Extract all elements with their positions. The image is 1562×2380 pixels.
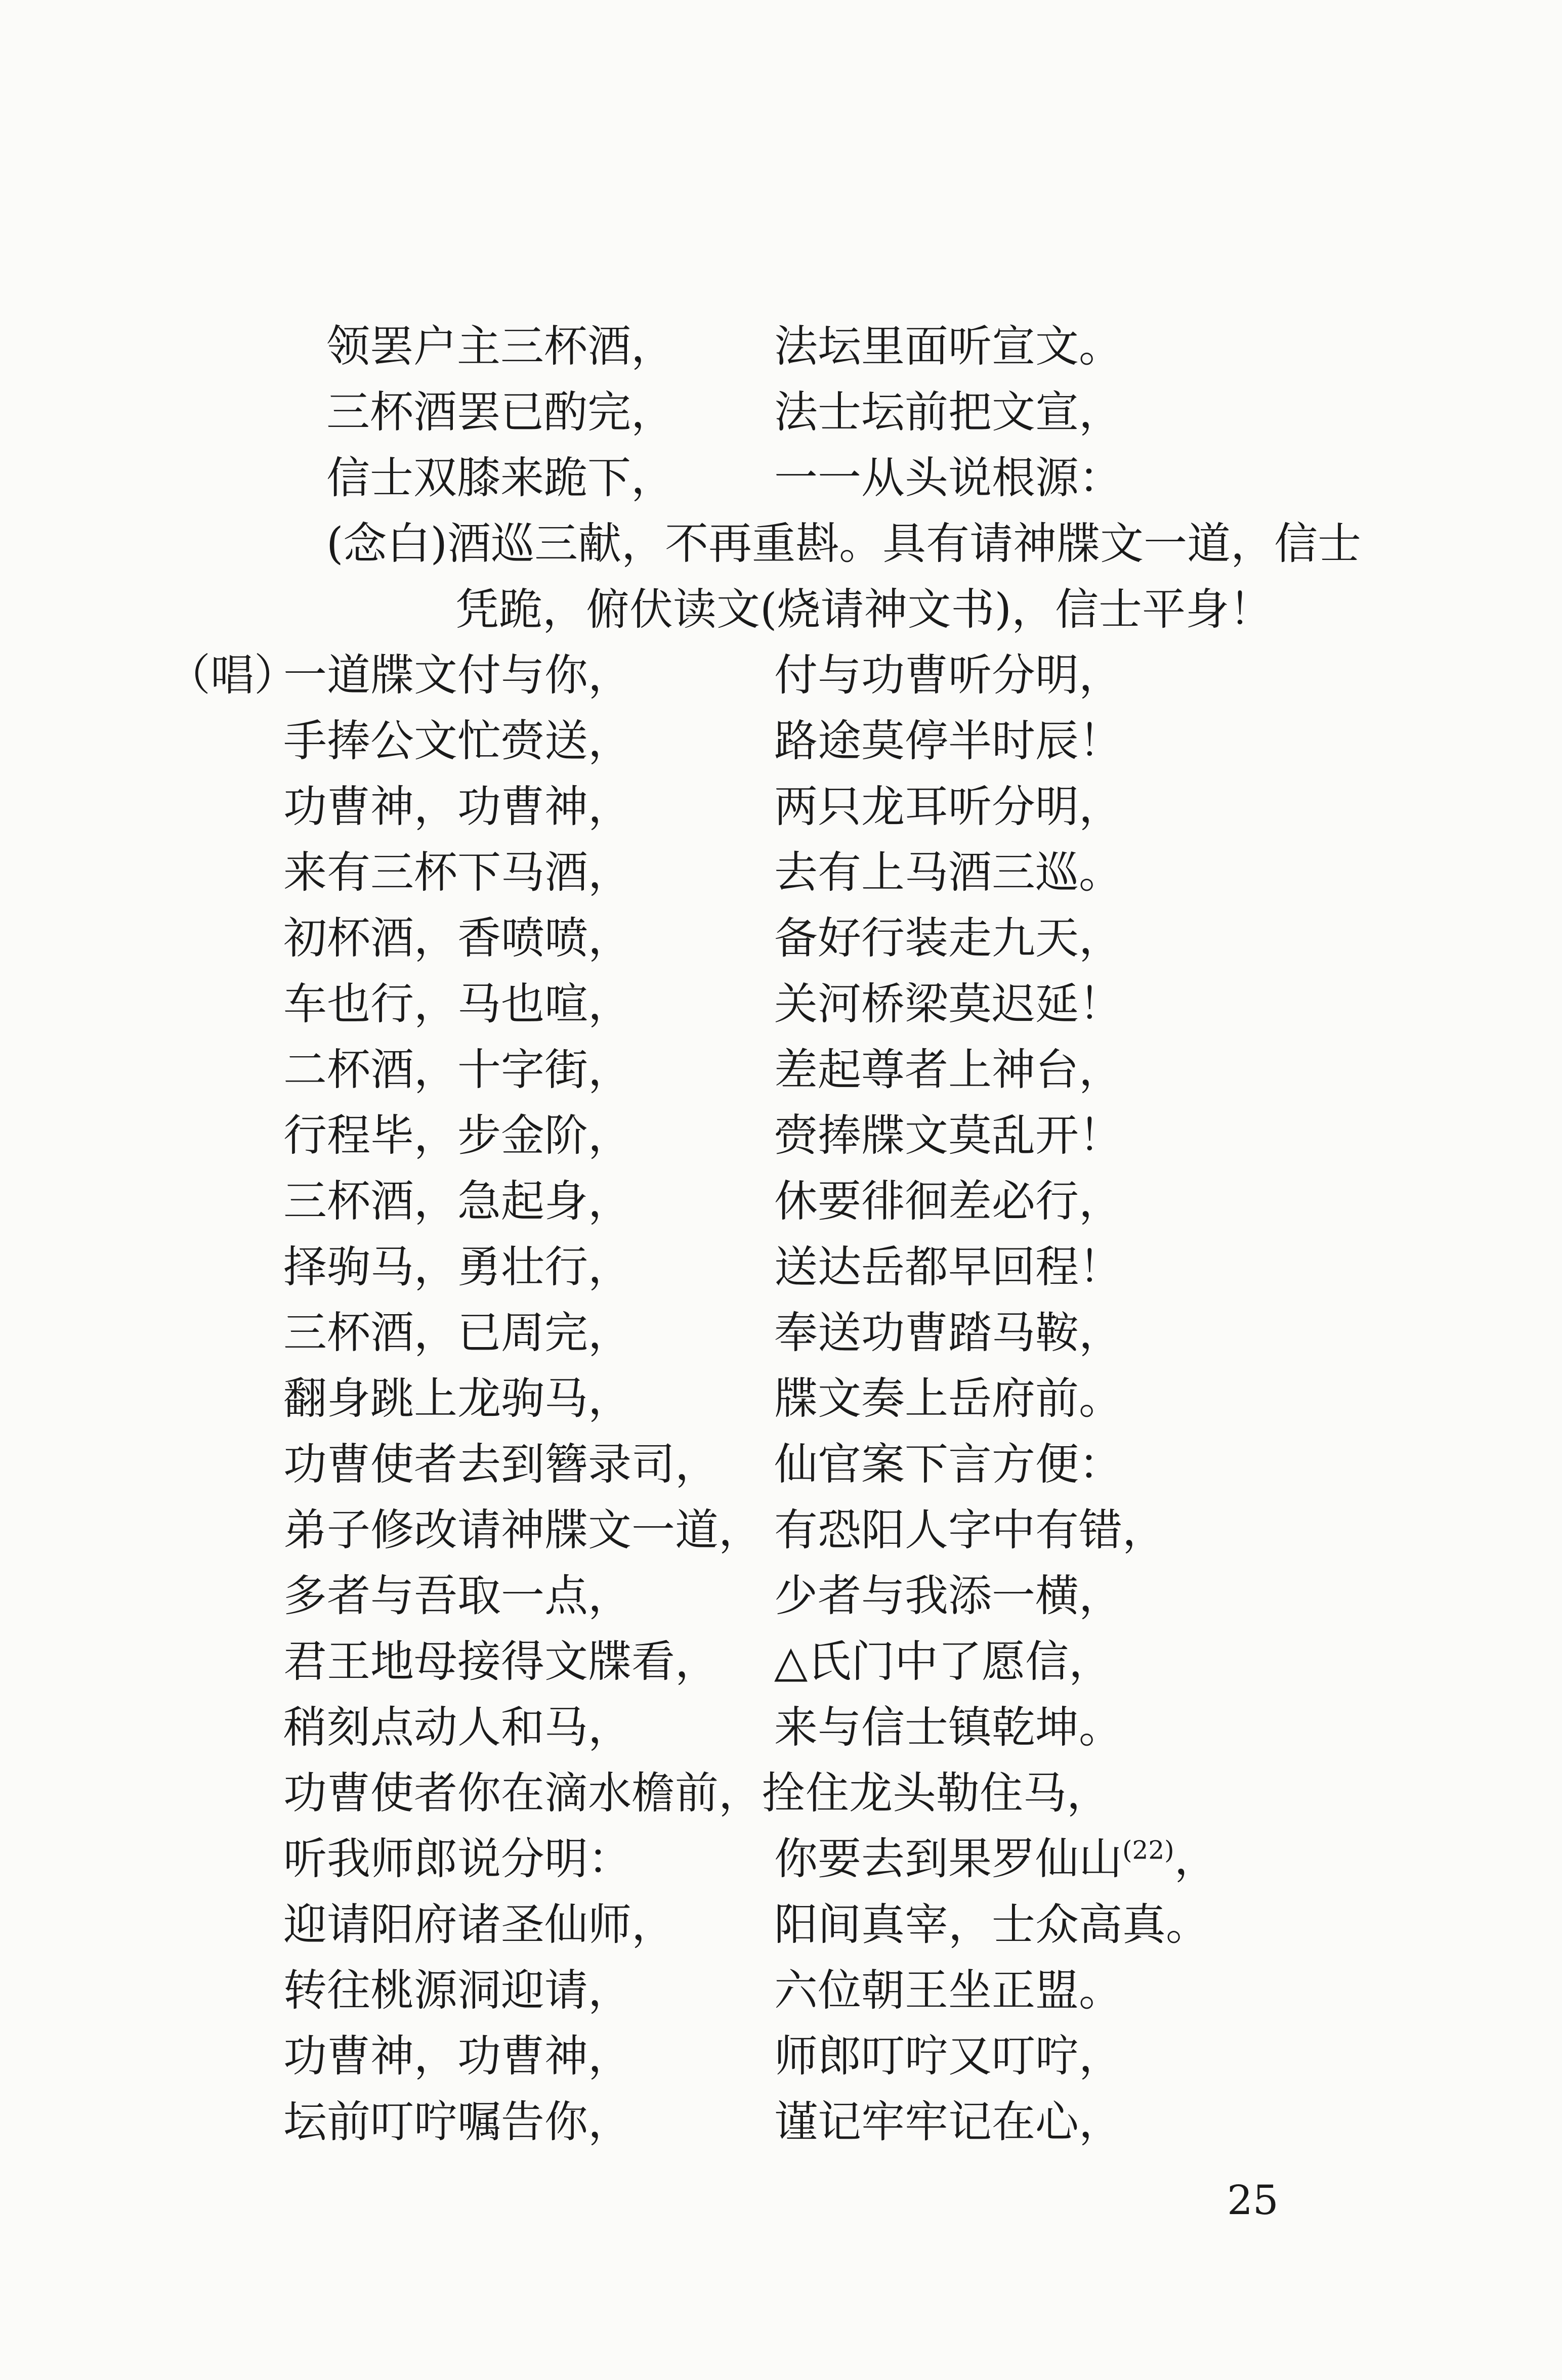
verse-second-half	[774, 1103, 1122, 1169]
verse-line	[0, 905, 1562, 971]
verse-second-half-text: 少者与我添一横，	[774, 1571, 1122, 1621]
verse-line	[0, 1169, 1562, 1234]
verse-second-half-text: 阳间真宰，士众高真。	[774, 1899, 1209, 1950]
verse-first-half: 翻身跳上龙驹马，	[283, 1373, 631, 1424]
verse-line	[0, 774, 1562, 840]
verse-line	[0, 1826, 1562, 1892]
verse-second-half-text: 休要徘徊差必行，	[774, 1176, 1122, 1227]
verse-second-half: 法坛里面听宣文。	[774, 321, 1122, 372]
verse-second-half	[774, 1958, 1122, 2023]
verse-second-half	[774, 1169, 1122, 1234]
verse-second-half-text: 赍捧牒文莫乱开！	[774, 1110, 1122, 1161]
verse-first-half: 弟子修改请神牒文一道，	[283, 1505, 762, 1555]
verse-line	[0, 1366, 1562, 1432]
verse-first-half: 君王地母接得文牒看，	[283, 1636, 719, 1687]
verse-second-half-text: 六位朝王坐正盟。	[774, 1965, 1122, 2016]
verse-first-half: 听我师郎说分明：	[283, 1834, 631, 1884]
verse-first-half: 手捧公文忙赍送，	[283, 716, 631, 766]
verse-second-half	[774, 1497, 1166, 1563]
verse-second-half	[774, 1432, 1122, 1497]
verse-line	[0, 1958, 1562, 2023]
verse-second-half-text: 来与信士镇乾坤。	[774, 1702, 1122, 1753]
verse-second-half-text: 有恐阳人字中有错，	[774, 1505, 1166, 1555]
verse-second-half	[774, 1892, 1209, 1958]
verse-second-half-text: 两只龙耳听分明，	[774, 782, 1122, 832]
verse-second-half-text: 关河桥梁莫迟延！	[774, 979, 1122, 1029]
verse-first-half: 信士双膝来跪下，	[326, 453, 674, 503]
recitation-line-1: (念白)酒巡三献，不再重斟。具有请神牒文一道，信士	[326, 518, 1362, 569]
verse-second-half	[774, 1366, 1122, 1432]
verse-line	[0, 1695, 1562, 1760]
verse-first-half: 坛前叮咛嘱告你，	[283, 2097, 631, 2147]
verse-line	[0, 971, 1562, 1037]
verse-second-half	[774, 1563, 1122, 1629]
verse-second-half	[774, 642, 1122, 708]
verse-line	[0, 2089, 1562, 2155]
verse-second-half	[774, 1629, 1112, 1695]
verse-second-half-text: 师郎叮咛又叮咛，	[774, 2031, 1122, 2082]
footnote-marker: (22)	[1122, 1835, 1174, 1865]
verse-second-half: 法士坛前把文宣，	[774, 387, 1122, 438]
verse-first-half: 三杯酒，已周完，	[283, 1308, 631, 1358]
verse-first-half: 稍刻点动人和马，	[283, 1702, 631, 1753]
speaker-label: （唱）	[167, 650, 298, 701]
verse-line	[0, 1497, 1562, 1563]
verse-second-half	[774, 708, 1122, 774]
verse-first-half: 迎请阳府诸圣仙师，	[283, 1899, 675, 1950]
verse-second-half-text: 送达岳都早回程！	[774, 1242, 1122, 1292]
recitation-line-2: 凭跪，俯伏读文(烧请神文书)，信士平身！	[455, 584, 1273, 635]
verse-first-half: 行程毕，步金阶，	[283, 1110, 631, 1161]
verse-first-half: 功曹使者去到簪录司，	[283, 1439, 719, 1490]
verse-second-half-text: 备好行装走九天，	[774, 913, 1122, 964]
page-number: 25	[1227, 2177, 1279, 2224]
verse-first-half: 三杯酒，急起身，	[283, 1176, 631, 1227]
verse-line	[0, 1234, 1562, 1300]
verse-second-half-text: 牒文奏上岳府前。	[774, 1373, 1122, 1424]
verse-second-half	[774, 840, 1122, 905]
verse-first-half: 择驹马，勇壮行，	[283, 1242, 631, 1292]
verse-line	[0, 1103, 1562, 1169]
verse-second-half	[774, 1826, 1218, 1892]
verse-second-half-text: 路途莫停半时辰！	[774, 716, 1122, 766]
verse-first-half: 初杯酒，香喷喷，	[283, 913, 631, 964]
verse-line	[0, 1760, 1562, 1826]
verse-second-half-text: 付与功曹听分明，	[774, 650, 1122, 701]
verse-second-half	[774, 2023, 1122, 2089]
verse-first-half: 多者与吾取一点，	[283, 1571, 631, 1621]
verse-second-half-text: △氏门中了愿信，	[774, 1636, 1113, 1687]
verse-second-half	[774, 2089, 1122, 2155]
verse-second-half	[774, 1234, 1122, 1300]
verse-line	[0, 1432, 1562, 1497]
verse-second-half-text: 谨记牢牢记在心，	[774, 2097, 1122, 2147]
verse-second-half	[774, 1037, 1122, 1103]
verse-line	[0, 840, 1562, 905]
verse-second-half	[774, 971, 1122, 1037]
verse-second-half	[774, 1300, 1122, 1366]
verse-first-half: 三杯酒罢已酌完，	[326, 387, 674, 438]
verse-second-half	[774, 905, 1122, 971]
verse-first-half: 功曹使者你在滴水檐前，拴住龙头勒住马，	[283, 1768, 1110, 1819]
verse-second-half	[774, 1695, 1122, 1760]
verse-line	[0, 708, 1562, 774]
verse-line	[0, 642, 1562, 708]
verse-second-half	[774, 774, 1122, 840]
verse-first-half: 功曹神，功曹神，	[283, 782, 631, 832]
verse-line	[0, 1563, 1562, 1629]
verse-second-half-text: 去有上马酒三巡。	[774, 847, 1122, 898]
verse-first-half: 二杯酒，十字街，	[283, 1045, 631, 1095]
verse-second-half-text: 仙官案下言方便：	[774, 1439, 1122, 1490]
verse-second-half: 一一从头说根源：	[774, 453, 1122, 503]
verse-first-half: 来有三杯下马酒，	[283, 847, 631, 898]
verse-line	[0, 2023, 1562, 2089]
verse-line	[0, 1892, 1562, 1958]
verse-first-half: 转往桃源洞迎请，	[283, 1965, 631, 2016]
verse-second-half-text: 差起尊者上神台，	[774, 1045, 1122, 1095]
verse-punctuation: ，	[1174, 1834, 1218, 1884]
verse-line	[0, 1300, 1562, 1366]
verse-first-half: 车也行，马也喧，	[283, 979, 631, 1029]
verse-first-half: 功曹神，功曹神，	[283, 2031, 631, 2082]
verse-first-half: 领罢户主三杯酒，	[326, 321, 674, 372]
verse-first-half: 一道牒文付与你，	[283, 650, 631, 701]
verse-second-half-text: 你要去到果罗仙山	[774, 1834, 1122, 1884]
verse-second-half-text: 奉送功曹踏马鞍，	[774, 1308, 1122, 1358]
verse-line	[0, 1629, 1562, 1695]
verse-line	[0, 1037, 1562, 1103]
